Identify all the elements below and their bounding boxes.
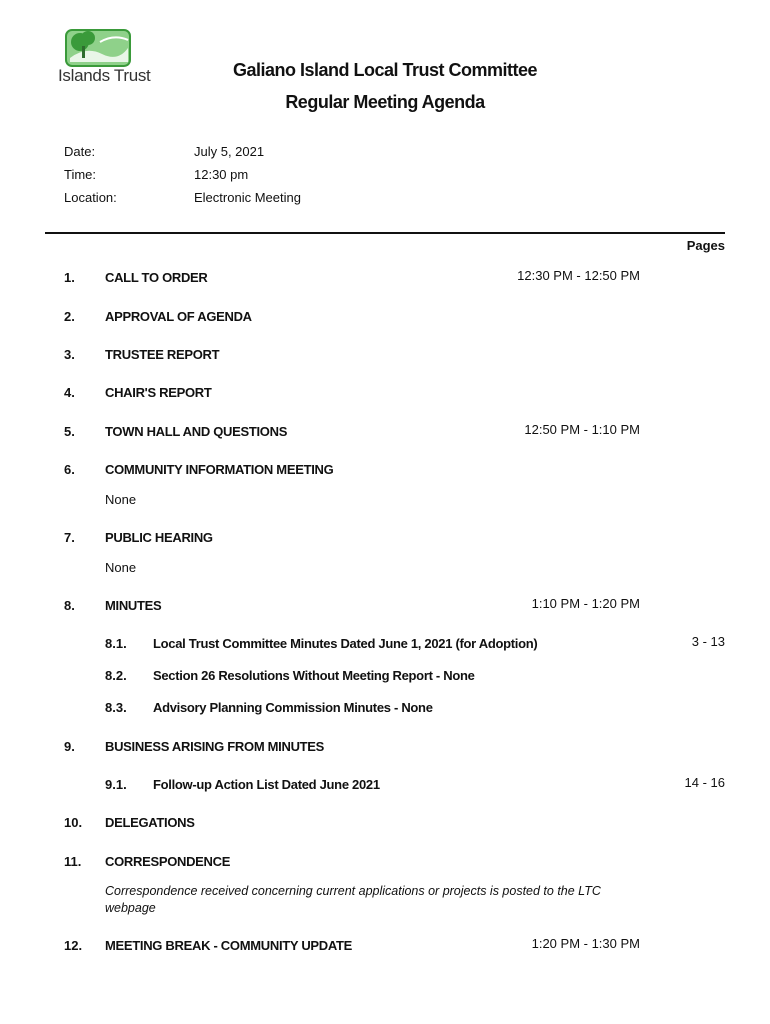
- subitem-number: 9.1.: [105, 777, 127, 792]
- subitem-number: 8.1.: [105, 636, 127, 651]
- item-time: 1:20 PM - 1:30 PM: [531, 936, 640, 951]
- item-note: None: [105, 560, 137, 575]
- agenda-subitem-title: Follow-up Action List Dated June 2021: [153, 777, 380, 792]
- agenda-item-title: COMMUNITY INFORMATION MEETING: [105, 462, 334, 477]
- agenda-item-title: APPROVAL OF AGENDA: [105, 309, 252, 324]
- time-label: Time:: [64, 167, 97, 182]
- logo-text: Islands Trust: [58, 66, 151, 85]
- item-number: 12.: [64, 938, 83, 953]
- agenda-item-title: MINUTES: [105, 598, 162, 613]
- agenda-subitem-title: Advisory Planning Commission Minutes - None: [153, 700, 433, 715]
- item-number: 5.: [64, 424, 75, 439]
- item-note: Correspondence received concerning current applications or projects is posted to the LTC webpage: [105, 884, 601, 915]
- item-number: 11.: [64, 854, 82, 869]
- agenda-item-title: CORRESPONDENCE: [105, 854, 231, 869]
- item-time: 12:30 PM - 12:50 PM: [517, 268, 640, 283]
- agenda-item-title: DELEGATIONS: [105, 815, 195, 830]
- subitem-number: 8.2.: [105, 668, 127, 683]
- location-value: Electronic Meeting: [194, 190, 301, 205]
- item-number: 2.: [64, 309, 75, 324]
- item-time: 1:10 PM - 1:20 PM: [531, 596, 640, 611]
- committee-title: Galiano Island Local Trust Committee: [232, 60, 538, 80]
- subitem-number: 8.3.: [105, 700, 127, 715]
- pages-column-header: Pages: [686, 238, 725, 253]
- agenda-item-title: TRUSTEE REPORT: [105, 347, 220, 362]
- agenda-subitem-title: Local Trust Committee Minutes Dated June 1, 2021 (for Adoption): [153, 636, 538, 651]
- item-number: 3.: [64, 347, 75, 362]
- item-number: 7.: [64, 530, 75, 545]
- item-number: 8.: [64, 598, 75, 613]
- item-time: 12:50 PM - 1:10 PM: [524, 422, 640, 437]
- item-number: 4.: [64, 385, 75, 400]
- item-number: 6.: [64, 462, 75, 477]
- agenda-item-title: CALL TO ORDER: [105, 270, 208, 285]
- agenda-item-title: TOWN HALL AND QUESTIONS: [105, 424, 288, 439]
- agenda-title: Regular Meeting Agenda: [285, 92, 485, 112]
- subitem-pages: 3 - 13: [691, 634, 725, 649]
- location-label: Location:: [64, 190, 117, 205]
- item-number: 10.: [64, 815, 83, 830]
- header-divider: [45, 232, 725, 234]
- item-number: 9.: [64, 739, 75, 754]
- agenda-item-title: BUSINESS ARISING FROM MINUTES: [105, 739, 325, 754]
- item-number: 1.: [64, 270, 75, 285]
- agenda-item-title: MEETING BREAK - COMMUNITY UPDATE: [105, 938, 353, 953]
- agenda-subitem-title: Section 26 Resolutions Without Meeting Report - None: [153, 668, 475, 683]
- time-value: 12:30 pm: [194, 167, 249, 182]
- date-label: Date:: [64, 144, 96, 159]
- agenda-item-title: PUBLIC HEARING: [105, 530, 213, 545]
- subitem-pages: 14 - 16: [684, 775, 725, 790]
- agenda-item-title: CHAIR'S REPORT: [105, 385, 212, 400]
- date-value: July 5, 2021: [194, 144, 265, 159]
- item-note: None: [105, 492, 137, 507]
